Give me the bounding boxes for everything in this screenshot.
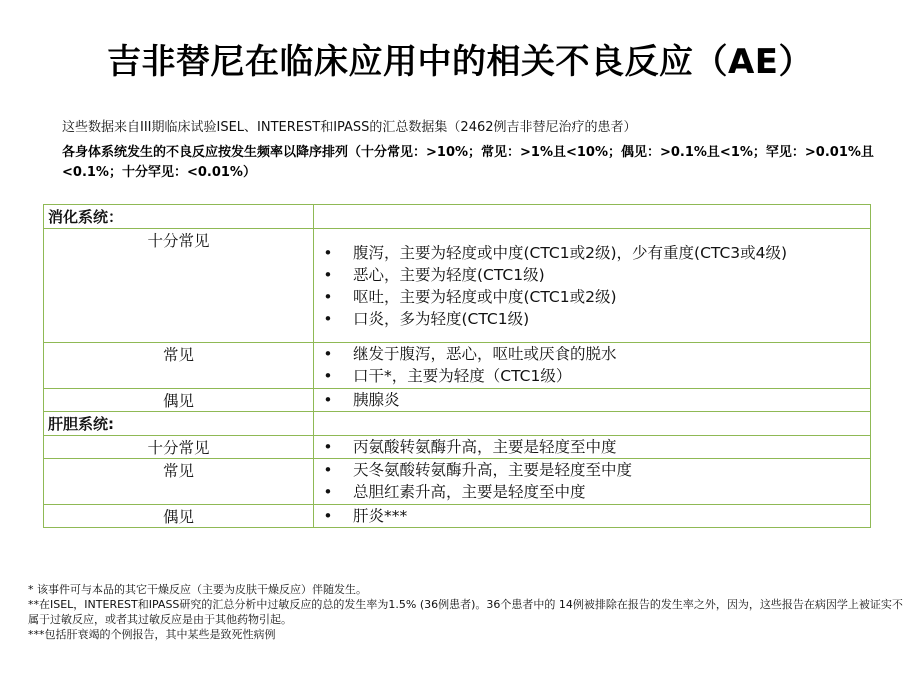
ae-items-cell — [314, 459, 871, 505]
ae-list — [314, 505, 870, 527]
list-item: • 天冬氨酸转氨酶升高，主要是轻度至中度 — [323, 461, 633, 479]
bullet-icon: • — [323, 507, 333, 525]
data-source-note: 这些数据来自III期临床试验ISEL、INTEREST和IPASS的汇总数据集（2462例吉非替尼治疗的患者） — [62, 120, 637, 135]
adverse-events-table — [43, 204, 871, 528]
list-item: • 丙氨酸转氨酶升高，主要是轻度至中度 — [323, 438, 617, 456]
section-header-hepatobiliary — [44, 412, 871, 436]
ae-list — [314, 389, 870, 411]
bullet-icon: • — [323, 244, 333, 262]
list-item: • 继发于腹泻，恶心，呕吐或厌食的脱水 — [323, 345, 617, 363]
ae-items-cell — [314, 343, 871, 389]
table-row — [44, 436, 871, 459]
section-name: 消化系统： — [44, 205, 314, 229]
bullet-icon: • — [323, 310, 333, 328]
page-title: 吉非替尼在临床应用中的相关不良反应（AE） — [106, 42, 814, 82]
bullet-icon: • — [323, 367, 333, 385]
section-blank-cell — [314, 205, 871, 229]
section-blank-cell — [314, 412, 871, 436]
list-item: • 总胆红素升高，主要是轻度至中度 — [323, 483, 586, 501]
table-row — [44, 389, 871, 412]
bullet-icon: • — [323, 345, 333, 363]
footnote-1: * 该事件可与本品的其它干燥反应（主要为皮肤干燥反应）伴随发生。 — [28, 583, 367, 596]
list-item: • 呕吐，主要为轻度或中度(CTC1或2级) — [323, 288, 617, 306]
section-name: 肝胆系统: — [44, 412, 314, 436]
ae-items-cell — [314, 229, 871, 343]
footnote-2: **在ISEL，INTEREST和IPASS研究的汇总分析中过敏反应的总的发生率为1.5% (36例患者)。36个患者中的 14例被排除在报告的发生率之外，因为，这些报告在病因学上被证实不属于过敏反应，或者其过敏反应是由于其他药物引起。 — [28, 598, 903, 626]
list-item: • 腹泻，主要为轻度或中度(CTC1或2级)，少有重度(CTC3或4级) — [323, 244, 788, 262]
frequency-label: 偶见 — [44, 505, 314, 528]
frequency-label: 偶见 — [44, 389, 314, 412]
ae-list — [314, 343, 870, 387]
frequency-definition: 各身体系统发生的不良反应按发生频率以降序排列（十分常见：>10%；常见：>1%且<10%；偶见：>0.1%且<1%；罕见：>0.01%且<0.1%；十分罕见：<0.01%） — [62, 145, 874, 180]
frequency-label: 常见 — [44, 459, 314, 505]
footnote-3: ***包括肝衰竭的个例报告，其中某些是致死性病例 — [28, 628, 276, 641]
ae-list — [314, 242, 870, 330]
table-row — [44, 505, 871, 528]
list-item: • 口干*，主要为轻度（CTC1级） — [323, 367, 572, 385]
bullet-icon: • — [323, 288, 333, 306]
frequency-label: 十分常见 — [44, 229, 314, 343]
list-item: • 口炎，多为轻度(CTC1级) — [323, 310, 530, 328]
frequency-label: 十分常见 — [44, 436, 314, 459]
bullet-icon: • — [323, 266, 333, 284]
table-row — [44, 459, 871, 505]
section-header-digestive — [44, 205, 871, 229]
table-row — [44, 343, 871, 389]
bullet-icon: • — [323, 461, 333, 479]
bullet-icon: • — [323, 483, 333, 501]
ae-list — [314, 459, 870, 503]
table-row — [44, 229, 871, 343]
bullet-icon: • — [323, 438, 333, 456]
list-item: • 胰腺炎 — [323, 391, 400, 409]
list-item: • 肝炎*** — [323, 507, 408, 525]
ae-items-cell — [314, 436, 871, 459]
list-item: • 恶心，主要为轻度(CTC1级) — [323, 266, 545, 284]
ae-list — [314, 436, 870, 458]
bullet-icon: • — [323, 391, 333, 409]
frequency-label: 常见 — [44, 343, 314, 389]
ae-items-cell — [314, 505, 871, 528]
ae-items-cell — [314, 389, 871, 412]
footnotes — [28, 582, 908, 642]
